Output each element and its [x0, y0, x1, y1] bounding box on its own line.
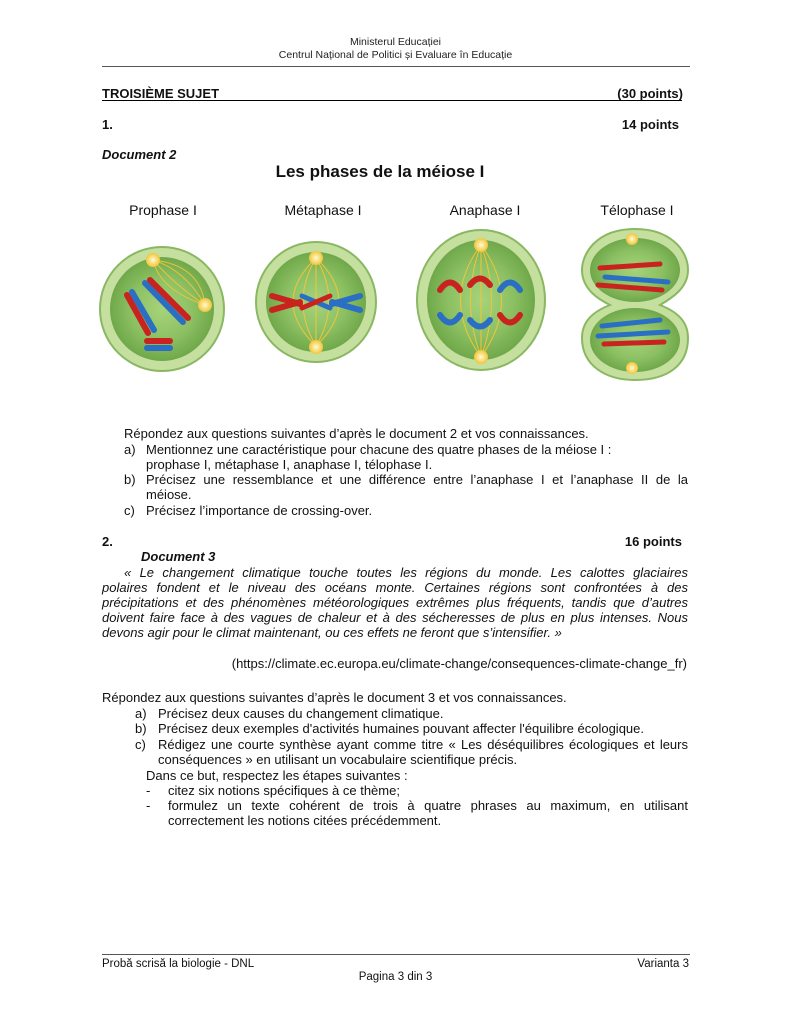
centrosome-icon [626, 362, 638, 374]
q2-number: 2. [102, 534, 113, 549]
phase-label-metaphase: Métaphase I [284, 202, 362, 218]
subject-title: TROISIÈME SUJET [102, 86, 220, 101]
step2-text: formulez un texte cohérent de trois à quatre phrases au maximum, en utilisant [168, 798, 688, 813]
footer-exam: Probă scrisă la biologie - DNL [102, 958, 255, 970]
centrosome-icon [309, 251, 323, 265]
q2-a-text: Précisez deux causes du changement climatique. [158, 706, 444, 721]
anaphase-cell [417, 230, 545, 370]
phase-label-prophase: Prophase I [129, 202, 197, 218]
q2-points: 16 points [624, 534, 682, 549]
header-ministry: Ministerul Educației [349, 36, 442, 48]
q1-document-label: Document 2 [102, 147, 177, 162]
q1-c-label: c) [124, 503, 135, 518]
q2-b-text: Précisez deux exemples d'activités humaines pouvant affecter l'équilibre écologique. [158, 721, 645, 736]
step1-bullet: - [146, 783, 151, 798]
centrosome-icon [146, 253, 160, 267]
step2-text-cont: correctement les notions citées précédemment. [168, 813, 442, 828]
q2-document-label: Document 3 [141, 549, 216, 564]
telophase-cell [582, 229, 688, 380]
phase-label-anaphase: Anaphase I [449, 202, 521, 218]
q2-c-text-cont: conséquences » en utilisant un vocabulaire scientifique précis. [158, 752, 518, 767]
meiosis-figure [0, 0, 791, 400]
quote-line: « Le changement climatique touche toutes les régions du monde. Les calottes glaciaires [124, 565, 688, 580]
figure-title: Les phases de la méiose I [275, 162, 485, 181]
centrosome-icon [626, 233, 638, 245]
q1-points: 14 points [621, 117, 679, 132]
q1-b-label: b) [124, 472, 136, 487]
centrosome-icon [198, 298, 212, 312]
q2-b-label: b) [135, 721, 147, 736]
q1-a-text-cont: prophase I, métaphase I, anaphase I, télophase I. [146, 457, 433, 472]
quote-line: polaires fondent et le niveau des océans monte. Certaines régions sont confrontées à des [102, 580, 688, 595]
q2-intro: Répondez aux questions suivantes d’après le document 3 et vos connaissances. [102, 690, 567, 705]
q1-c-text: Précisez l’importance de crossing-over. [146, 503, 373, 518]
q2-a-label: a) [135, 706, 147, 721]
centrosome-icon [474, 238, 488, 252]
q1-b-text: Précisez une ressemblance et une différence entre l’anaphase I et l’anaphase II de la [146, 472, 688, 487]
step2-bullet: - [146, 798, 151, 813]
q1-intro: Répondez aux questions suivantes d’après le document 2 et vos connaissances. [124, 426, 589, 441]
q2-c-label: c) [135, 737, 146, 752]
quote-line: devons agir pour le climat maintenant, ou ces effets ne feront que s’intensifier. » [102, 625, 562, 640]
q1-b-text-cont: méiose. [146, 487, 192, 502]
footer-rule [102, 954, 690, 955]
prophase-cell [100, 247, 224, 371]
header-center: Centrul Național de Politici și Evaluare în Educație [278, 49, 513, 61]
step1-text: citez six notions spécifiques à ce thème; [168, 783, 400, 798]
quote-line: doivent faire face à des vagues de chaleur et à des sécheresses de plus en plus intenses. Nous [102, 610, 688, 625]
footer-page: Pagina 3 din 3 [358, 971, 433, 983]
steps-intro: Dans ce but, respectez les étapes suivantes : [146, 768, 408, 783]
q1-a-text: Mentionnez une caractéristique pour chacune des quatre phases de la méiose I : [146, 442, 612, 457]
footer-variant: Varianta 3 [637, 958, 689, 970]
centrosome-icon [309, 340, 323, 354]
metaphase-cell [256, 242, 376, 362]
subject-points: (30 points) [617, 86, 683, 101]
q1-number: 1. [102, 117, 113, 132]
phase-label-telophase: Télophase I [600, 202, 674, 218]
q2-c-text: Rédigez une courte synthèse ayant comme titre « Les déséquilibres écologiques et leurs [158, 737, 688, 752]
centrosome-icon [474, 350, 488, 364]
quote-source: (https://climate.ec.europa.eu/climate-change/consequences-climate-change_fr) [231, 656, 687, 671]
quote-line: précipitations et des phénomènes météorologiques extrêmes plus fréquents, tandis que d’autres [102, 595, 688, 610]
q1-a-label: a) [124, 442, 136, 457]
